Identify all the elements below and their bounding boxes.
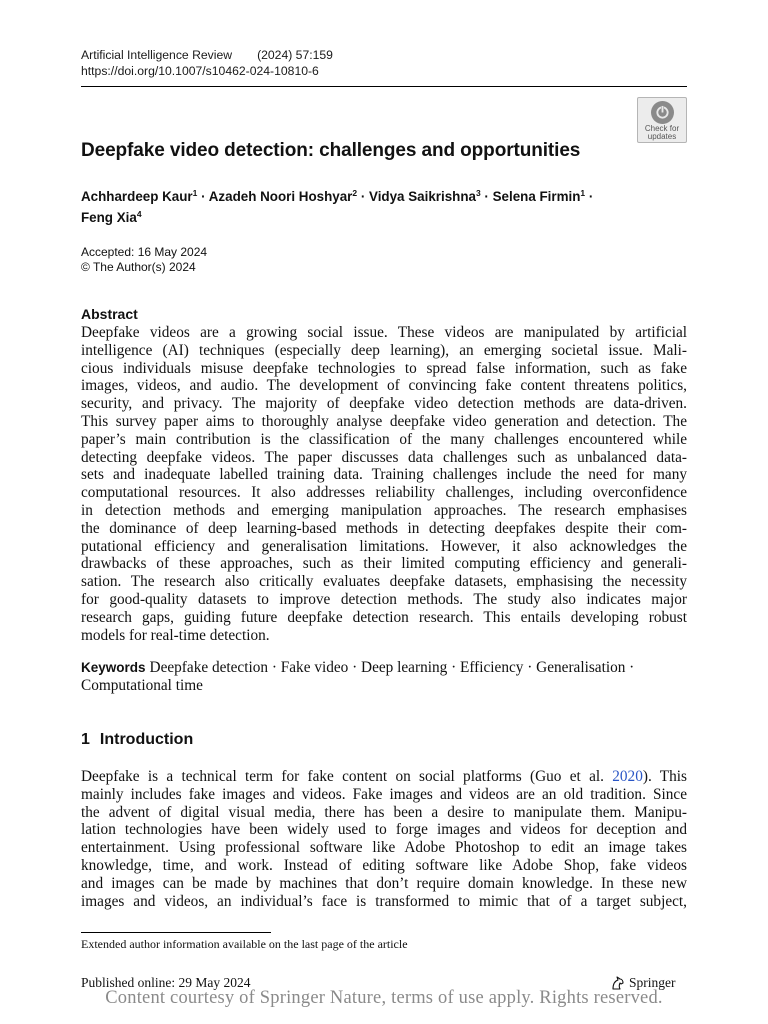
copyright-notice: © The Author(s) 2024 bbox=[81, 260, 196, 274]
footnote-rule bbox=[81, 932, 271, 933]
abstract-line: drawbacks of these approaches, such as their limited computing efficiency and generali- bbox=[81, 555, 687, 573]
citation-link[interactable]: 2020 bbox=[612, 768, 643, 785]
intro-line: the advent of digital visual media, there has been a desire to manipulate them. Manipu- bbox=[81, 803, 687, 821]
abstract-heading: Abstract bbox=[81, 306, 138, 322]
author-name[interactable]: Vidya Saikrishna bbox=[369, 189, 476, 204]
abstract-line: in detection methods and emerging manipulation approaches. The research emphasises bbox=[81, 501, 687, 519]
introduction-text bbox=[81, 768, 687, 910]
intro-line: images and videos, an individual’s face is transformed to mimic that of a target subject, bbox=[81, 892, 687, 910]
abstract-line: sets and inadequate labelled training data. Training challenges include the need for many bbox=[81, 466, 687, 484]
section-title: Introduction bbox=[99, 731, 194, 748]
author-name[interactable]: Achhardeep Kaur bbox=[81, 189, 193, 204]
keywords-block bbox=[81, 659, 687, 695]
intro-line: knowledge, time, and work. Instead of editing software like Adobe Shop, fake videos bbox=[81, 856, 687, 874]
journal-volume: (2024) 57:159 bbox=[257, 48, 333, 62]
footnote: Extended author information available on the last page of the article bbox=[81, 937, 408, 951]
section-number: 1 bbox=[81, 731, 90, 748]
paper-title: Deepfake video detection: challenges and opportunities bbox=[81, 140, 581, 161]
check-updates-icon bbox=[651, 101, 674, 124]
abstract-text bbox=[81, 324, 687, 644]
author-affiliation: 1 bbox=[192, 188, 198, 198]
intro-text-fragment: ). This bbox=[642, 768, 687, 785]
abstract-line: research gaps, guiding future deepfake detection research. This entails developing robust bbox=[81, 608, 687, 626]
keywords-label: Keywords bbox=[81, 660, 146, 675]
abstract-line: for good-quality datasets to improve detection methods. The study also indicates major bbox=[81, 590, 687, 608]
intro-line: and images can be made by machines that don’t require domain knowledge. In these new bbox=[81, 874, 687, 892]
abstract-line: models for real-time detection. bbox=[81, 626, 270, 644]
keywords-line-2: Computational time bbox=[81, 677, 203, 694]
author-list: Achhardeep Kaur$^1$ · Azadeh Noori Hoshyar$^2$ · Vidya Saikrishna$^3$ · Selena Firmin$^1$ · Feng Xia$^4$ bbox=[81, 188, 594, 225]
abstract-line: Deepfake videos are a growing social issue. These videos are manipulated by artificial bbox=[81, 324, 687, 341]
keywords-line-1: Deepfake detection · Fake video · Deep learning · Efficiency · Generalisation · bbox=[149, 659, 635, 676]
abstract-line: the dominance of deep learning-based methods in detecting deepfakes despite their com- bbox=[81, 519, 687, 537]
courtesy-watermark: Content courtesy of Springer Nature, terms of use apply. Rights reserved. bbox=[105, 988, 663, 1008]
journal-header bbox=[81, 47, 333, 79]
intro-line: lation technologies have been widely used to forge images and videos for deception and bbox=[81, 821, 687, 839]
abstract-line: This survey paper aims to thoroughly analyse deepfake video generation and detection. The bbox=[81, 412, 687, 430]
author-affiliation: 1 bbox=[580, 188, 586, 198]
abstract-line: paper’s main contribution is the classification of the many challenges encountered while bbox=[81, 430, 687, 448]
author-affiliation: 3 bbox=[475, 188, 481, 198]
article-dates bbox=[81, 245, 207, 275]
intro-line: entertainment. Using professional software like Adobe Photoshop to edit an image takes bbox=[81, 839, 687, 857]
header-rule bbox=[81, 86, 687, 87]
abstract-line: computational resources. It also addresses reliability challenges, including overconfidence bbox=[81, 484, 687, 502]
abstract-line: cious individuals misuse deepfake technologies to spread false information, such as fake bbox=[81, 359, 687, 377]
badge-line-2: updates bbox=[647, 132, 677, 141]
author-affiliation: 2 bbox=[352, 188, 358, 198]
abstract-line: security, and privacy. The majority of deepfake video detection methods are data-driven. bbox=[81, 395, 687, 413]
section-heading-introduction bbox=[81, 731, 193, 749]
accepted-date: Accepted: 16 May 2024 bbox=[81, 245, 208, 259]
abstract-line: intelligence (AI) techniques (especially deep learning), an emerging societal issue. Mali- bbox=[81, 341, 687, 359]
abstract-line: images, videos, and audio. The development of convincing fake content threatens politics, bbox=[81, 377, 687, 395]
intro-line bbox=[81, 768, 687, 786]
doi-link[interactable]: https://doi.org/10.1007/s10462-024-10810-6 bbox=[81, 64, 319, 78]
journal-name: Artificial Intelligence Review bbox=[81, 48, 233, 62]
author-name[interactable]: Feng Xia bbox=[81, 210, 137, 225]
author-name[interactable]: Azadeh Noori Hoshyar bbox=[208, 189, 353, 204]
intro-text-fragment: Deepfake is a technical term for fake content on social platforms (Guo et al. bbox=[81, 768, 613, 785]
intro-line: mainly includes fake images and videos. Fake images and videos are an old tradition. Since bbox=[81, 785, 687, 803]
abstract-line: putational efficiency and generalisation limitations. However, it also acknowledges the bbox=[81, 537, 687, 555]
author-name[interactable]: Selena Firmin bbox=[492, 189, 581, 204]
author-affiliation: 4 bbox=[136, 209, 142, 219]
published-date: Published online: 29 May 2024 bbox=[81, 975, 251, 990]
badge-line-1: Check for bbox=[644, 124, 680, 133]
abstract-line: sation. The research also critically evaluates deepfake datasets, emphasising the necessity bbox=[81, 573, 687, 591]
check-for-updates-badge[interactable] bbox=[637, 97, 687, 141]
abstract-line: detecting deepfake videos. The paper discusses data challenges such as unbalanced data- bbox=[81, 448, 687, 466]
publisher-name: Springer bbox=[629, 975, 676, 990]
